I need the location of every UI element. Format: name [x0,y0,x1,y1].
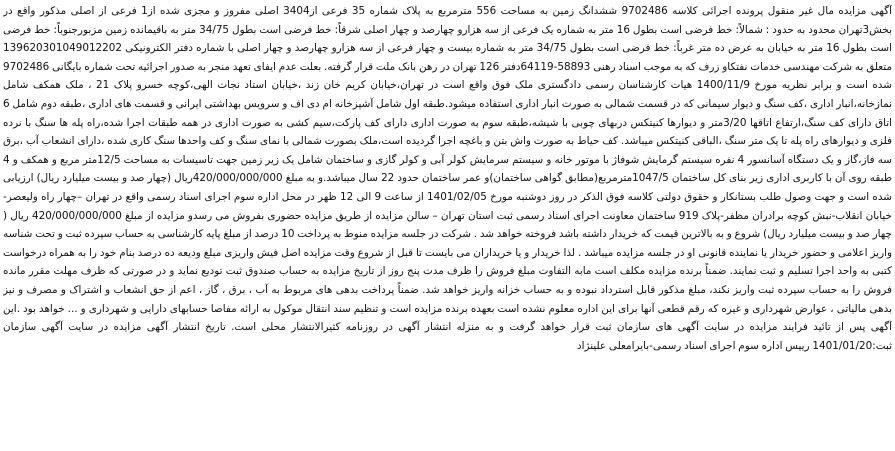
auction-notice-text: آگهی مزایده مال غیر منقول پرونده اجرائی کلاسه 9702486 ششدانگ زمین به مساحت 556 مترمربع به پلاک شماره 35 فرعی از3404 اصلی مفروز و مجزی شده از1 فرعی از اصلی مذکور واقع در بخش3تهران محدود به حدود : شمالاً: خط فرضی است بطول 16 متر به شماره یک فرعی از سه هزارو چهارصد و چهار اصلی شرقاً: خط فرضی است بطول 34/75 متر به باقیمانده زمین مزبورجنوباً: خط فرضی است بطول 16 متر به خیابان به عرض ده متر غرباً: خط فرضی است بطول 34/75 متر به شماره بیست و چهار فرعی از سه هزارو چهارصد و چهار اصلی با شماره دفتر الکترونیکی 139620301049012202 متعلق به شرکت مهندسی خدمات نفتکاو زرف که به موجب اسناد رهنی 58893-64119دفتر 126 تهران در رهن بانک ملت قرار گرفته. بعلت عدم ایفای تعهد منجر به صدور اجرائیه تحت شماره بایگانی 9702486 شده است و برابر نظریه مورخ 1400/11/9 هیات کارشناسان رسمی دادگستری ملک فوق واقع است در تهران،خیابان کریم خان زند ،خیابان استاد نجات الهی،کوچه خسرو پلاک 21 ، ملک همکف شامل نمازخانه،انبار اداری ،کف سنگ و دیوار سیمانی که در قسمت شمالی به صورت انبار اداری استفاده میشود.طبقه اول شامل آشپزخانه ام دی اف و سرویس بهداشتی ایرانی و قسمت های اداری ،طبقه دوم شامل 6 اتاق دارای کف سنگ،ارتفاع اتاقها 3/20متر و دیوارها کنیتکس دربهای چوبی با شیشه،طبقه سوم به صورت اداری دارای کف پارکت،سیم کشی به صورت اداری در همه طبقات اجرا شده،راه پله ها سنگ با نرده فلزی و دیوارهای راه پله تا یک متر سنگ ،الباقی کنیتکس میباشد. کف حیاط به صورت واش بتن و باغچه اجرا گردیده است،ملک بصورت شمالی با نمای سنگ و کف واحدها سنگ کاری شده ،دارای انشعاب آب ،برق سه فاز،گاز و یک دستگاه آسانسور 4 نفره سیستم گرمایش شوفاژ با موتور خانه و سیستم سرمایش کولر آبی و کولر گازی و ساختمان شامل یک زیر زمین جهت تاسیسات به مساحت 12/5متر مربع و همکف و 4 طبقه روی آن با کاربری اداری زیر بنای کل ساختمان 1047/5مترمربع(مطابق گواهی ساختمان)و عمر ساختمان حدود 22 سال میباشد.و به مبلغ 420/000/000/000ریال (چهار صد و بیست میلیارد ریال) ارزیابی شده است و جهت وصول طلب بستانکار و حقوق دولتی کلاسه فوق الذکر در روز دوشنبه مورخ 1401/02/05 از ساعت 9 الی 12 ظهر در محل اداره سوم اجرای اسناد رسمی واقع در تهران –چهار راه ولیعصر-خیابان انقلاب-نبش کوچه برادران مظفر-پلاک 919 ساختمان معاونت اجرای اسناد رسمی ثبت استان تهران – سالن مزایده از طریق مزایده حضوری بفروش می رسدو مزایده از مبلغ 420/000/000/000 ریال ( چهار صد و بیست میلیارد ریال) شروع و به بالاترین قیمت که خریدار داشته باشد فروخته خواهد شد . شرکت در جلسه مزایده منوط به پرداخت 10 درصد از مبلغ پایه کارشناسی به حساب سپرده ثبت و تحت شناسه واریز اعلامی و حضور خریدار یا نماینده قانونی او در جلسه مزایده میباشد . لذا خریدار و یا خریداران می بایست تا قبل از شروع وقت مزایده اصل فیش واریزی مبلغ ودیعه ده درصد بنام خود را به همراه درخواست کتبی به واحد اجرا تسلیم و ثبت نمایند. ضمناً برنده مزایده مکلف است مابه التفاوت مبلغ فروش را ظرف مدت پنج روز از تاریخ مزایده به حساب صندوق ثبت تودیع نماید و در صورتی که ظرف مهلت مقرر مانده فروش را به حساب سپرده ثبت واریز نکند، مبلغ مذکور قابل استرداد نبوده و به حساب خزانه واریز خواهد شد. ضمناً پرداخت بدهی های مربوط به آب ، برق ، گاز ، اعم از حق انشعاب و اشتراک و مصرف و نیز بدهی مالیاتی ، عوارض شهرداری و غیره که رقم قطعی آنها برای این اداره معلوم نشده است بعهده برنده مزایده است و تنظیم سند انتقال موکول به ارائه مفاصا حسابهای دارایی و شهرداری و ... خواهد بود .این آگهی پس از تائید فرایند مزایده در سایت آگهی های سازمان ثبت قرار خواهد گرفت و به منزله انتشار آگهی در روزنامه کثیرالانتشار محلی است. تاریخ انتشار آگهی مزایده در سایت آگهی سازمان ثبت:1401/01/20 رییس اداره سوم اجرای اسناد رسمی-بایرامعلی علینژاد [3,5,892,352]
